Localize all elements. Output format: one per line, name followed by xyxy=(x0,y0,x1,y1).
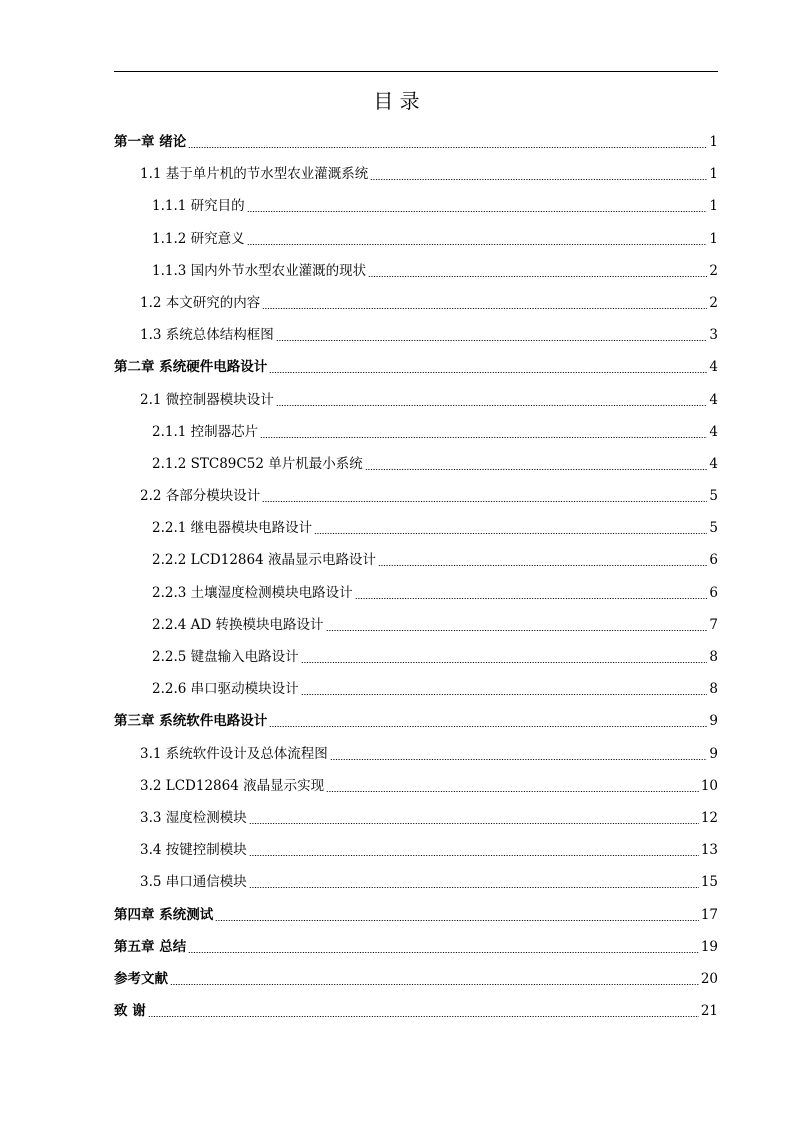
toc-entry[interactable] xyxy=(114,641,718,673)
toc-entry[interactable] xyxy=(114,287,718,319)
dot-leader xyxy=(269,351,707,383)
toc-entry[interactable] xyxy=(114,512,718,544)
dot-leader xyxy=(276,384,708,416)
toc-entry[interactable] xyxy=(114,931,718,963)
toc-entry-text: 2.2.4 AD 转换模块电路设计 xyxy=(152,616,324,633)
toc-title: 目 录 xyxy=(373,89,420,113)
dot-leader xyxy=(188,931,699,963)
toc-entry[interactable] xyxy=(114,190,718,222)
toc-page-number: 1 xyxy=(709,230,718,247)
dot-leader xyxy=(247,223,708,255)
dot-leader xyxy=(249,866,699,898)
toc-page-number: 8 xyxy=(709,649,718,665)
toc-entry[interactable] xyxy=(114,480,718,512)
toc-page-number: 4 xyxy=(709,423,718,440)
dot-leader xyxy=(326,770,699,802)
dot-leader xyxy=(188,126,707,158)
toc-page-number: 8 xyxy=(709,681,718,698)
toc-page-number: 12 xyxy=(700,809,718,826)
toc-entry-text: 1.1 基于单片机的节水型农业灌溉系统 xyxy=(140,166,369,183)
toc-entry-text: 3.3 湿度检测模块 xyxy=(140,809,247,826)
dot-leader xyxy=(370,158,707,190)
toc-entry-text: 第四章 系统测试 xyxy=(114,906,214,923)
toc-page-number: 15 xyxy=(700,874,718,891)
dot-leader xyxy=(249,834,699,866)
toc-entry[interactable] xyxy=(114,834,718,866)
toc-page-number: 9 xyxy=(709,745,718,762)
dot-leader xyxy=(314,512,707,544)
dot-leader xyxy=(301,641,708,673)
dot-leader xyxy=(260,416,707,448)
toc-entry-text: 2.2.1 继电器模块电路设计 xyxy=(152,520,313,537)
toc-page-number: 1 xyxy=(709,166,718,183)
dot-leader xyxy=(262,480,707,512)
toc-page-number: 1 xyxy=(709,134,718,150)
dot-leader xyxy=(301,673,708,705)
dot-leader xyxy=(326,609,708,641)
toc-entry-text: 2.1.1 控制器芯片 xyxy=(152,423,259,440)
toc-entry-text: 3.4 按键控制模块 xyxy=(140,842,247,859)
toc-entry[interactable] xyxy=(114,802,718,834)
toc-entry-text: 致 谢 xyxy=(114,1003,146,1020)
toc-page-number: 5 xyxy=(709,488,718,505)
toc-page-number: 6 xyxy=(709,584,718,601)
toc-page-number: 4 xyxy=(709,455,718,472)
toc-entry-text: 第一章 绪论 xyxy=(114,134,187,150)
toc-entry-text: 2.2.2 LCD12864 液晶显示电路设计 xyxy=(152,552,376,569)
toc-list xyxy=(114,126,718,1027)
toc-entry-text: 1.3 系统总体结构框图 xyxy=(140,327,274,344)
toc-page-number: 21 xyxy=(700,1003,718,1020)
toc-entry[interactable] xyxy=(114,319,718,351)
toc-entry[interactable] xyxy=(114,448,718,480)
dot-leader xyxy=(330,738,708,770)
toc-entry[interactable] xyxy=(114,995,718,1027)
toc-entry[interactable] xyxy=(114,577,718,609)
dot-leader xyxy=(355,577,708,609)
dot-leader xyxy=(368,255,707,287)
dot-leader xyxy=(170,963,699,995)
toc-entry-text: 第二章 系统硬件电路设计 xyxy=(114,359,268,376)
toc-entry[interactable] xyxy=(114,223,718,255)
toc-entry-text: 3.2 LCD12864 液晶显示实现 xyxy=(140,777,325,794)
toc-entry[interactable] xyxy=(114,673,718,705)
toc-page-number: 6 xyxy=(709,552,718,569)
toc-entry-text: 3.5 串口通信模块 xyxy=(140,874,247,891)
dot-leader xyxy=(249,802,699,834)
toc-entry-text: 参考文献 xyxy=(114,970,168,987)
toc-page-number: 19 xyxy=(700,938,718,955)
dot-leader xyxy=(262,287,707,319)
toc-entry[interactable] xyxy=(114,126,718,158)
toc-entry-text: 1.2 本文研究的内容 xyxy=(140,294,261,311)
toc-entry-text: 2.1 微控制器模块设计 xyxy=(140,391,274,408)
toc-entry[interactable] xyxy=(114,351,718,383)
toc-entry-text: 2.1.2 STC89C52 单片机最小系统 xyxy=(152,455,363,472)
dot-leader xyxy=(276,319,708,351)
toc-entry[interactable] xyxy=(114,770,718,802)
toc-entry[interactable] xyxy=(114,384,718,416)
toc-page-number: 9 xyxy=(709,713,718,730)
toc-page-number: 13 xyxy=(700,842,718,859)
toc-entry[interactable] xyxy=(114,255,718,287)
toc-entry[interactable] xyxy=(114,705,718,737)
toc-page-number: 10 xyxy=(700,777,718,794)
toc-page-number: 4 xyxy=(709,359,718,376)
toc-page-number: 20 xyxy=(700,970,718,987)
toc-entry-text: 1.1.1 研究目的 xyxy=(152,198,245,215)
toc-entry-text: 第三章 系统软件电路设计 xyxy=(114,713,268,730)
toc-page-number: 2 xyxy=(709,294,718,311)
toc-entry-text: 1.1.2 研究意义 xyxy=(152,230,245,247)
toc-entry[interactable] xyxy=(114,738,718,770)
toc-entry[interactable] xyxy=(114,899,718,931)
toc-entry-text: 3.1 系统软件设计及总体流程图 xyxy=(140,745,328,762)
toc-entry[interactable] xyxy=(114,866,718,898)
toc-entry[interactable] xyxy=(114,416,718,448)
toc-entry-text: 2.2 各部分模块设计 xyxy=(140,488,261,505)
toc-entry-text: 2.2.3 土壤湿度检测模块电路设计 xyxy=(152,584,353,601)
toc-entry[interactable] xyxy=(114,609,718,641)
dot-leader xyxy=(247,190,708,222)
toc-page-number: 17 xyxy=(700,906,718,923)
dot-leader xyxy=(365,448,708,480)
toc-page-number: 4 xyxy=(709,391,718,408)
toc-entry-text: 第五章 总结 xyxy=(114,938,187,955)
dot-leader xyxy=(269,705,707,737)
dot-leader xyxy=(148,995,699,1027)
toc-entry[interactable] xyxy=(114,544,718,576)
toc-entry-text: 2.2.6 串口驱动模块设计 xyxy=(152,681,299,698)
toc-entry-text: 1.1.3 国内外节水型农业灌溉的现状 xyxy=(152,262,367,279)
toc-entry[interactable] xyxy=(114,963,718,995)
toc-page-number: 2 xyxy=(709,262,718,279)
toc-page-number: 7 xyxy=(709,616,718,633)
dot-leader xyxy=(378,544,707,576)
header-rule xyxy=(114,71,718,72)
toc-page-number: 5 xyxy=(709,520,718,537)
toc-entry[interactable] xyxy=(114,158,718,190)
toc-entry-text: 2.2.5 键盘输入电路设计 xyxy=(152,649,299,665)
dot-leader xyxy=(215,899,699,931)
toc-page-number: 3 xyxy=(709,327,718,344)
toc-page-number: 1 xyxy=(709,198,718,215)
